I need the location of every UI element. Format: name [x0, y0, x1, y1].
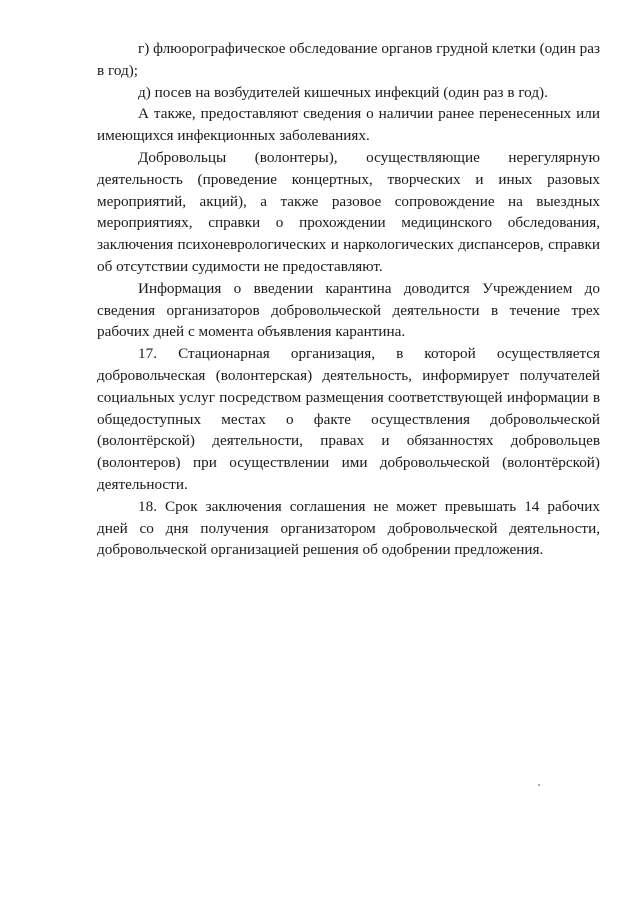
paragraph-irregular-volunteers: Добровольцы (волонтеры), осуществляющие нерегулярную деятельность (проведение концертных, творческих и иных разовых мероприятий, акций), а также разовое сопровождение на выездных мероприятиях, справки о прохождении медицинского обследования, заключения психоневрологических и наркологических диспансеров, справки об отсутствии судимости не предоставляют.	[97, 148, 600, 275]
paragraph-quarantine: Информация о введении карантина доводится Учреждением до сведения организаторов добровольческой деятельности в течение трех рабочих дней с момента объявления карантина.	[97, 279, 600, 341]
paragraph-fluorography: г) флюорографическое обследование органов грудной клетки (один раз в год);	[97, 40, 600, 79]
paragraph-item-18: 18. Срок заключения соглашения не может превышать 14 рабочих дней со дня получения организатором добровольческой деятельности, добровольческой организацией решения об одобрении предложения.	[97, 497, 600, 559]
document-body	[97, 38, 600, 561]
paragraph-infectious-diseases: А также, предоставляют сведения о наличии ранее перенесенных или имеющихся инфекционных заболеваниях.	[97, 105, 600, 145]
paragraph-item-17: 17. Стационарная организация, в которой осуществляется добровольческая (волонтерская) деятельность, информирует получателей социальных услуг посредством размещения соответствующей информации в общедоступных местах о факте осуществления добровольческой (волонтёрской) деятельности, правах и обязанностях добровольцев (волонтеров) при осуществлении ими добровольческой (волонтёрской) деятельности.	[97, 345, 600, 493]
paragraph-intestinal-test: д) посев на возбудителей кишечных инфекций (один раз в год).	[138, 83, 548, 101]
scan-speck	[538, 784, 540, 786]
